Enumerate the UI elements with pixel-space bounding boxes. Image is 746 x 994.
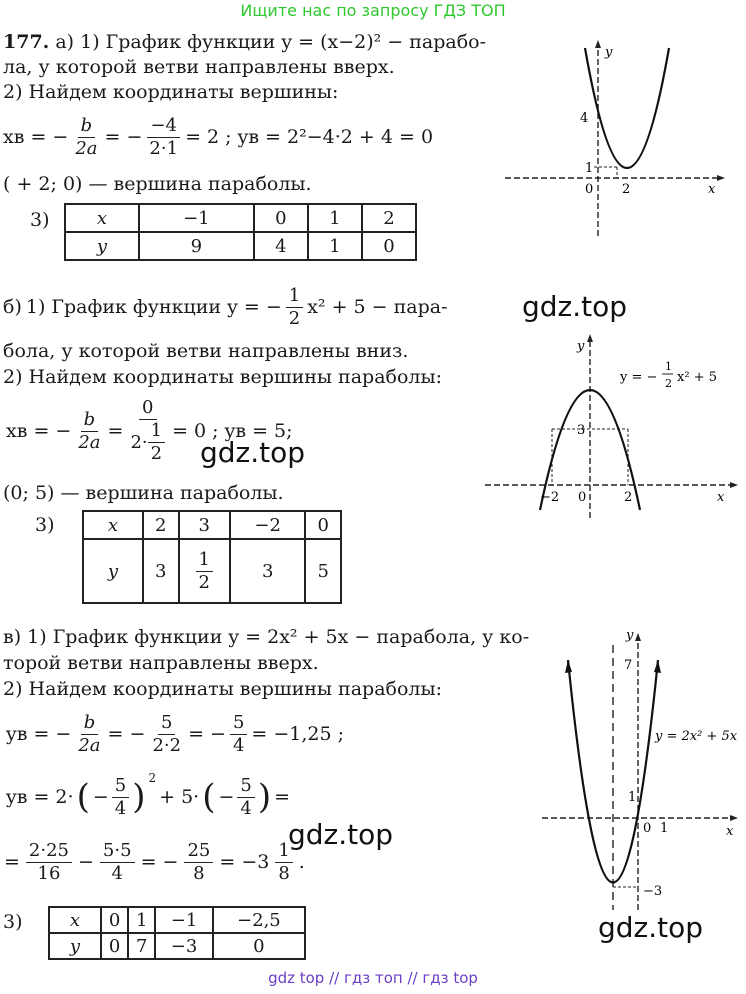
watermark: gdz.top: [200, 436, 306, 469]
part-c-label: в): [3, 626, 22, 648]
part-a-vertex: ( + 2; 0) — вершина параболы.: [3, 173, 312, 195]
eq-den: 2: [665, 377, 672, 390]
tick-4-label: 4: [580, 111, 589, 126]
footer-links: gdz top // гдз топ // гдз top: [268, 969, 478, 987]
watermark: gdz.top: [288, 818, 394, 851]
part-a-graph: [505, 38, 725, 238]
watermark: gdz.top: [522, 290, 628, 323]
tick-1-label: 1: [585, 161, 594, 176]
table-row: y 9 4 1 0: [65, 232, 416, 260]
xv-lhs: xв = −: [6, 420, 72, 442]
frac-0-2half: 0 2· $\frac{1}{2}$: [127, 397, 168, 465]
part-b-value-table: [82, 510, 342, 604]
part-b-line2: бола, у которой ветви направлены вниз.: [3, 340, 409, 362]
frac-1-2-cell: $\frac{1}{2}$: [196, 549, 213, 594]
xv-rest: = 2 ; yв = 2²−4·2 + 4 = 0: [185, 126, 434, 148]
tick-1x-label: 1: [660, 821, 669, 836]
frac-5-4a: $\frac{5}{2\cdot 2}$: [152, 711, 182, 756]
xv-rest: = 0 ; yв = 5;: [172, 420, 293, 442]
origin-label: 0: [643, 821, 652, 836]
part-a-text-1: 1) График функции y = (x−2)² − парабо-: [80, 31, 487, 53]
y-axis-arrow: [587, 334, 593, 342]
part-c-result: = $\frac{2\cdot 25}{16}$ − $\frac{5\cdot 5}{4}$ = − $\frac{25}{8}$ = −3 $\frac{1}{8}$ .: [4, 839, 305, 884]
y-axis-arrow: [595, 40, 601, 48]
tick-m2-label: −2: [540, 490, 560, 505]
x-axis-arrow: [730, 482, 738, 488]
tick-7-label: 7: [624, 658, 633, 673]
part-b-line3: 2) Найдем координаты вершины параболы:: [3, 366, 443, 388]
x-axis-arrow: [730, 815, 738, 821]
x-label: x: [717, 490, 725, 505]
x-axis-arrow: [717, 175, 725, 181]
equation-label: y = 2x² + 5x: [655, 729, 738, 744]
xv-lhs: yв = −: [6, 723, 72, 745]
part-c-text-1: 1) График функции y = 2x² + 5x − парабола, у ко-: [27, 626, 530, 648]
part-b-label: б): [3, 296, 22, 318]
tick-2-label: 2: [624, 490, 633, 505]
part-a-line3: 2) Найдем координаты вершины:: [3, 81, 339, 103]
part-c-line1: [3, 625, 529, 649]
part-c-graph: [540, 625, 746, 915]
frac-b-2a: $\frac{b}{2a}$: [78, 408, 101, 453]
origin-label: 0: [578, 490, 587, 505]
table-row: x 0 1 −1 −2,5: [49, 907, 305, 933]
part-b-text-1b: x² + 5 − пара-: [307, 296, 448, 318]
parabola-curve: [568, 660, 658, 883]
part-a-vertex-calc: [3, 110, 433, 164]
part-b-table-label: 3): [35, 514, 55, 536]
frac-b-2a: $\frac{b}{2a}$: [78, 711, 101, 756]
x-label: x: [726, 824, 734, 839]
frac-b-2a: $\frac{b}{2a}$: [75, 114, 98, 159]
watermark: gdz.top: [598, 911, 704, 944]
part-b-text-1a: 1) График функции y = −: [25, 296, 282, 318]
part-c-yv-calc: yв = 2· ( − $\frac{5}{4}$ ) $^2$ + 5· ( − $\frac{5}{4}$ ) =: [6, 771, 291, 819]
eq-num: 1: [665, 360, 672, 373]
frac-m4-2: $\frac{-4}{2\cdot 1}$: [149, 114, 179, 159]
y-label: y: [626, 628, 634, 643]
tick-1y-label: 1: [628, 790, 637, 805]
part-a-line1: [3, 30, 486, 54]
part-c-line3: 2) Найдем координаты вершины параболы:: [3, 678, 443, 700]
table-row: x 2 3 −2 0: [83, 511, 341, 539]
part-a-table-label: 3): [30, 209, 50, 231]
tick-2-label: 2: [622, 182, 631, 197]
eq-pre: y = −: [620, 370, 658, 385]
problem-number: 177.: [3, 31, 50, 53]
frac-1-2: $\frac{1}{2}$: [286, 285, 303, 330]
part-b-vertex: (0; 5) — вершина параболы.: [3, 482, 284, 504]
eq-post: x² + 5: [677, 370, 717, 385]
eq-sign: = −: [104, 126, 143, 148]
y-label: y: [577, 339, 585, 354]
part-a-label: а): [55, 31, 75, 53]
curve-arrow-right: [654, 660, 661, 673]
part-c-value-table: [48, 906, 306, 960]
curve-arrow-left: [565, 660, 572, 673]
frac-5-4b: $\frac{5}{4}$: [230, 712, 247, 757]
part-b-line1: [3, 283, 448, 331]
xv-lhs: xв = −: [3, 126, 69, 148]
part-a-value-table: [64, 203, 417, 261]
part-c-xv-calc: yв = − $\frac{b}{2a}$ = − $\frac{5}{2\cdot 2}$ = − $\frac{5}{4}$ = −1,25 ;: [6, 711, 345, 756]
x-label: x: [708, 182, 716, 197]
part-a-line2: ла, у которой ветви направлены вверх.: [3, 56, 395, 78]
table-row: y 0 7 −3 0: [49, 933, 305, 959]
part-c-table-label: 3): [3, 911, 23, 933]
table-row: x −1 0 1 2: [65, 204, 416, 232]
origin-label: 0: [585, 182, 594, 197]
table-row: y 3 $\frac{1}{2}$ 3 5: [83, 539, 341, 603]
y-axis-arrow: [635, 633, 641, 641]
y-label: y: [605, 45, 613, 60]
part-c-line2: торой ветви направлены вверх.: [3, 652, 319, 674]
part-b-graph: [485, 330, 740, 520]
top-banner: Ищите нас по запросу ГДЗ ТОП: [240, 1, 506, 20]
eq-sign: =: [107, 420, 124, 442]
tick-m3-label: −3: [643, 884, 663, 899]
tick-3-label: 3: [577, 423, 586, 438]
